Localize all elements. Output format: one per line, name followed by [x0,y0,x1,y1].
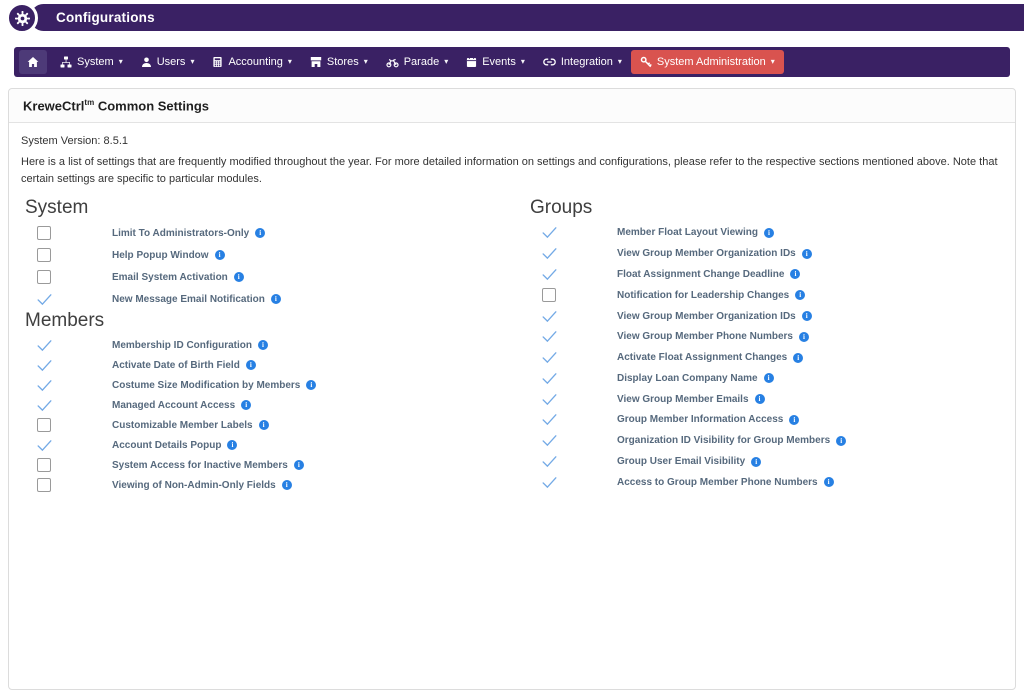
card-title [9,89,1015,123]
motorcycle-icon [386,56,399,68]
nav-item-label: Integration [560,56,613,68]
nav-item-label: Stores [326,56,359,68]
check-icon[interactable] [542,248,557,259]
info-icon[interactable]: i [306,380,316,390]
section-heading: Members [25,310,105,332]
key-icon [640,56,652,68]
setting-label: Account Details Popup i [112,440,237,451]
check-icon[interactable] [37,400,52,411]
setting-label: Group User Email Visibility i [617,456,761,467]
setting-label: Email System Activation i [112,272,244,283]
setting-label: Group Member Information Access i [617,414,799,425]
info-icon[interactable]: i [793,353,803,363]
nav-item-label: System [77,56,114,68]
nav-item-label: Parade [403,56,440,68]
nav-item-system[interactable] [51,50,132,74]
calendar-icon [466,56,477,68]
setting-label: Membership ID Configuration i [112,340,268,351]
nav-item-label: Events [482,56,516,68]
check-icon[interactable] [37,340,52,351]
setting-label: Member Float Layout Viewing i [617,227,774,238]
info-icon[interactable]: i [802,311,812,321]
chevron-down-icon: ▾ [287,57,292,66]
setting-state-cell [37,294,112,305]
setting-row [21,288,526,310]
check-icon[interactable] [542,311,557,322]
setting-state-cell [542,227,617,238]
checkbox[interactable] [37,458,51,472]
setting-state-cell [542,373,617,384]
info-icon[interactable]: i [790,269,800,279]
setting-row [526,326,1003,347]
checkbox[interactable] [37,270,51,284]
checkbox[interactable] [542,288,556,302]
setting-label: Display Loan Company Name i [617,373,774,384]
nav-item-integration[interactable] [534,50,631,74]
info-icon[interactable]: i [234,272,244,282]
check-icon[interactable] [542,331,557,342]
setting-row [21,455,526,475]
info-icon[interactable]: i [241,400,251,410]
setting-state-cell [37,400,112,411]
chevron-down-icon: ▾ [444,57,449,66]
setting-row [21,335,526,355]
checkbox[interactable] [37,226,51,240]
checkbox[interactable] [37,478,51,492]
section-heading: Groups [530,197,593,219]
chevron-down-icon: ▾ [190,57,195,66]
setting-state-cell [37,248,112,262]
setting-row [526,410,1003,431]
brand-name: KreweCtrl [23,98,85,114]
setting-row [526,222,1003,243]
setting-state-cell [542,311,617,322]
check-icon[interactable] [542,352,557,363]
card-title-rest: Common Settings [94,98,210,114]
trademark-sup: tm [84,98,95,107]
setting-label: Viewing of Non-Admin-Only Fields i [112,480,292,491]
setting-label: Activate Float Assignment Changes i [617,352,803,363]
info-icon[interactable]: i [824,477,834,487]
nav-item-label: System Administration [656,56,766,68]
setting-label: Limit To Administrators-Only i [112,228,265,239]
setting-row [526,368,1003,389]
info-icon[interactable]: i [259,420,269,430]
setting-label: Activate Date of Birth Field i [112,360,256,371]
settings-description: Here is a list of settings that are frequently modified throughout the year. For more detailed information on settings and configurations, please refer to the respective sections mentioned above. Note that certain settings are specific to particular modules. [21,156,998,186]
check-icon[interactable] [542,435,557,446]
nav-item-home[interactable] [19,50,47,74]
setting-row [21,435,526,455]
setting-state-cell [37,360,112,371]
settings-section-system [21,197,526,310]
info-icon[interactable]: i [836,436,846,446]
chevron-down-icon: ▾ [520,57,525,66]
info-icon[interactable]: i [227,440,237,450]
user-icon [141,56,152,68]
info-icon[interactable]: i [795,290,805,300]
main-navbar [14,47,1010,77]
setting-row [21,222,526,244]
check-icon[interactable] [542,414,557,425]
info-icon[interactable]: i [215,250,225,260]
setting-row [21,375,526,395]
nav-item-label: Users [156,56,186,68]
setting-state-cell [542,394,617,405]
checkbox[interactable] [37,418,51,432]
check-icon[interactable] [37,380,52,391]
setting-row [21,395,526,415]
setting-label: Notification for Leadership Changes i [617,290,805,301]
info-icon[interactable]: i [799,332,809,342]
info-icon[interactable]: i [751,457,761,467]
chevron-down-icon: ▾ [363,57,368,66]
chevron-down-icon: ▾ [118,57,123,66]
setting-state-cell [542,414,617,425]
info-icon[interactable]: i [294,460,304,470]
gear-icon [6,2,38,34]
page-header [30,4,1024,31]
setting-row [526,243,1003,264]
setting-label: New Message Email Notification i [112,294,281,305]
setting-label: View Group Member Organization IDs i [617,248,812,259]
info-icon[interactable]: i [764,373,774,383]
setting-row [526,430,1003,451]
check-icon[interactable] [542,394,557,405]
check-icon[interactable] [542,477,557,488]
setting-label: System Access for Inactive Members i [112,460,304,471]
setting-row [526,306,1003,327]
setting-row [526,347,1003,368]
check-icon[interactable] [37,294,52,305]
check-icon[interactable] [542,227,557,238]
settings-columns [21,197,1003,495]
setting-row [526,451,1003,472]
nav-item-parade[interactable] [377,50,458,74]
check-icon[interactable] [542,373,557,384]
nav-item-events[interactable] [457,50,534,74]
setting-state-cell [542,477,617,488]
setting-state-cell [37,478,112,492]
setting-state-cell [37,440,112,451]
setting-state-cell [542,288,617,302]
setting-label: Customizable Member Labels i [112,420,269,431]
setting-state-cell [37,226,112,240]
setting-state-cell [37,458,112,472]
setting-state-cell [37,270,112,284]
section-heading: System [25,197,89,219]
settings-section-groups [526,197,1003,492]
check-icon[interactable] [542,456,557,467]
setting-label: Help Popup Window i [112,250,225,261]
setting-state-cell [37,380,112,391]
setting-label: View Group Member Phone Numbers i [617,331,809,342]
setting-state-cell [542,331,617,342]
settings-column-left [21,197,526,495]
system-version: System Version: 8.5.1 [21,135,128,148]
nav-item-users[interactable] [132,50,204,74]
nav-item-stores[interactable] [301,50,377,74]
setting-label: View Group Member Organization IDs i [617,311,812,322]
info-icon[interactable]: i [764,228,774,238]
setting-state-cell [542,456,617,467]
info-icon[interactable]: i [255,228,265,238]
setting-state-cell [542,352,617,363]
setting-label: View Group Member Emails i [617,394,765,405]
setting-row [21,355,526,375]
checkbox[interactable] [37,248,51,262]
setting-state-cell [542,269,617,280]
setting-state-cell [542,248,617,259]
info-icon[interactable]: i [802,249,812,259]
calculator-icon [212,56,223,68]
nav-item-label: Accounting [228,56,283,68]
setting-state-cell [542,435,617,446]
setting-row [526,389,1003,410]
settings-card [8,88,1016,690]
setting-label: Costume Size Modification by Members i [112,380,316,391]
setting-label: Float Assignment Change Deadline i [617,269,800,280]
info-icon[interactable]: i [271,294,281,304]
setting-label: Access to Group Member Phone Numbers i [617,477,834,488]
chevron-down-icon: ▾ [617,57,622,66]
setting-row [526,264,1003,285]
chevron-down-icon: ▾ [770,57,775,66]
info-icon[interactable]: i [246,360,256,370]
nav-item-system-administration[interactable] [631,50,784,74]
home-icon [27,56,39,68]
setting-row [21,244,526,266]
setting-state-cell [37,340,112,351]
sitemap-icon [60,56,72,68]
info-icon[interactable]: i [258,340,268,350]
setting-row [21,266,526,288]
setting-label: Managed Account Access i [112,400,251,411]
page-title: Configurations [56,10,155,25]
check-icon[interactable] [542,269,557,280]
nav-item-accounting[interactable] [203,50,300,74]
setting-row [21,415,526,435]
link-icon [543,56,556,68]
store-icon [310,56,322,68]
check-icon[interactable] [37,440,52,451]
settings-column-right [526,197,1003,495]
setting-row [21,475,526,495]
info-icon[interactable]: i [282,480,292,490]
info-icon[interactable]: i [789,415,799,425]
setting-state-cell [37,418,112,432]
settings-section-members [21,310,526,495]
check-icon[interactable] [37,360,52,371]
setting-label: Organization ID Visibility for Group Members i [617,435,846,446]
info-icon[interactable]: i [755,394,765,404]
setting-row [526,285,1003,306]
setting-row [526,472,1003,493]
